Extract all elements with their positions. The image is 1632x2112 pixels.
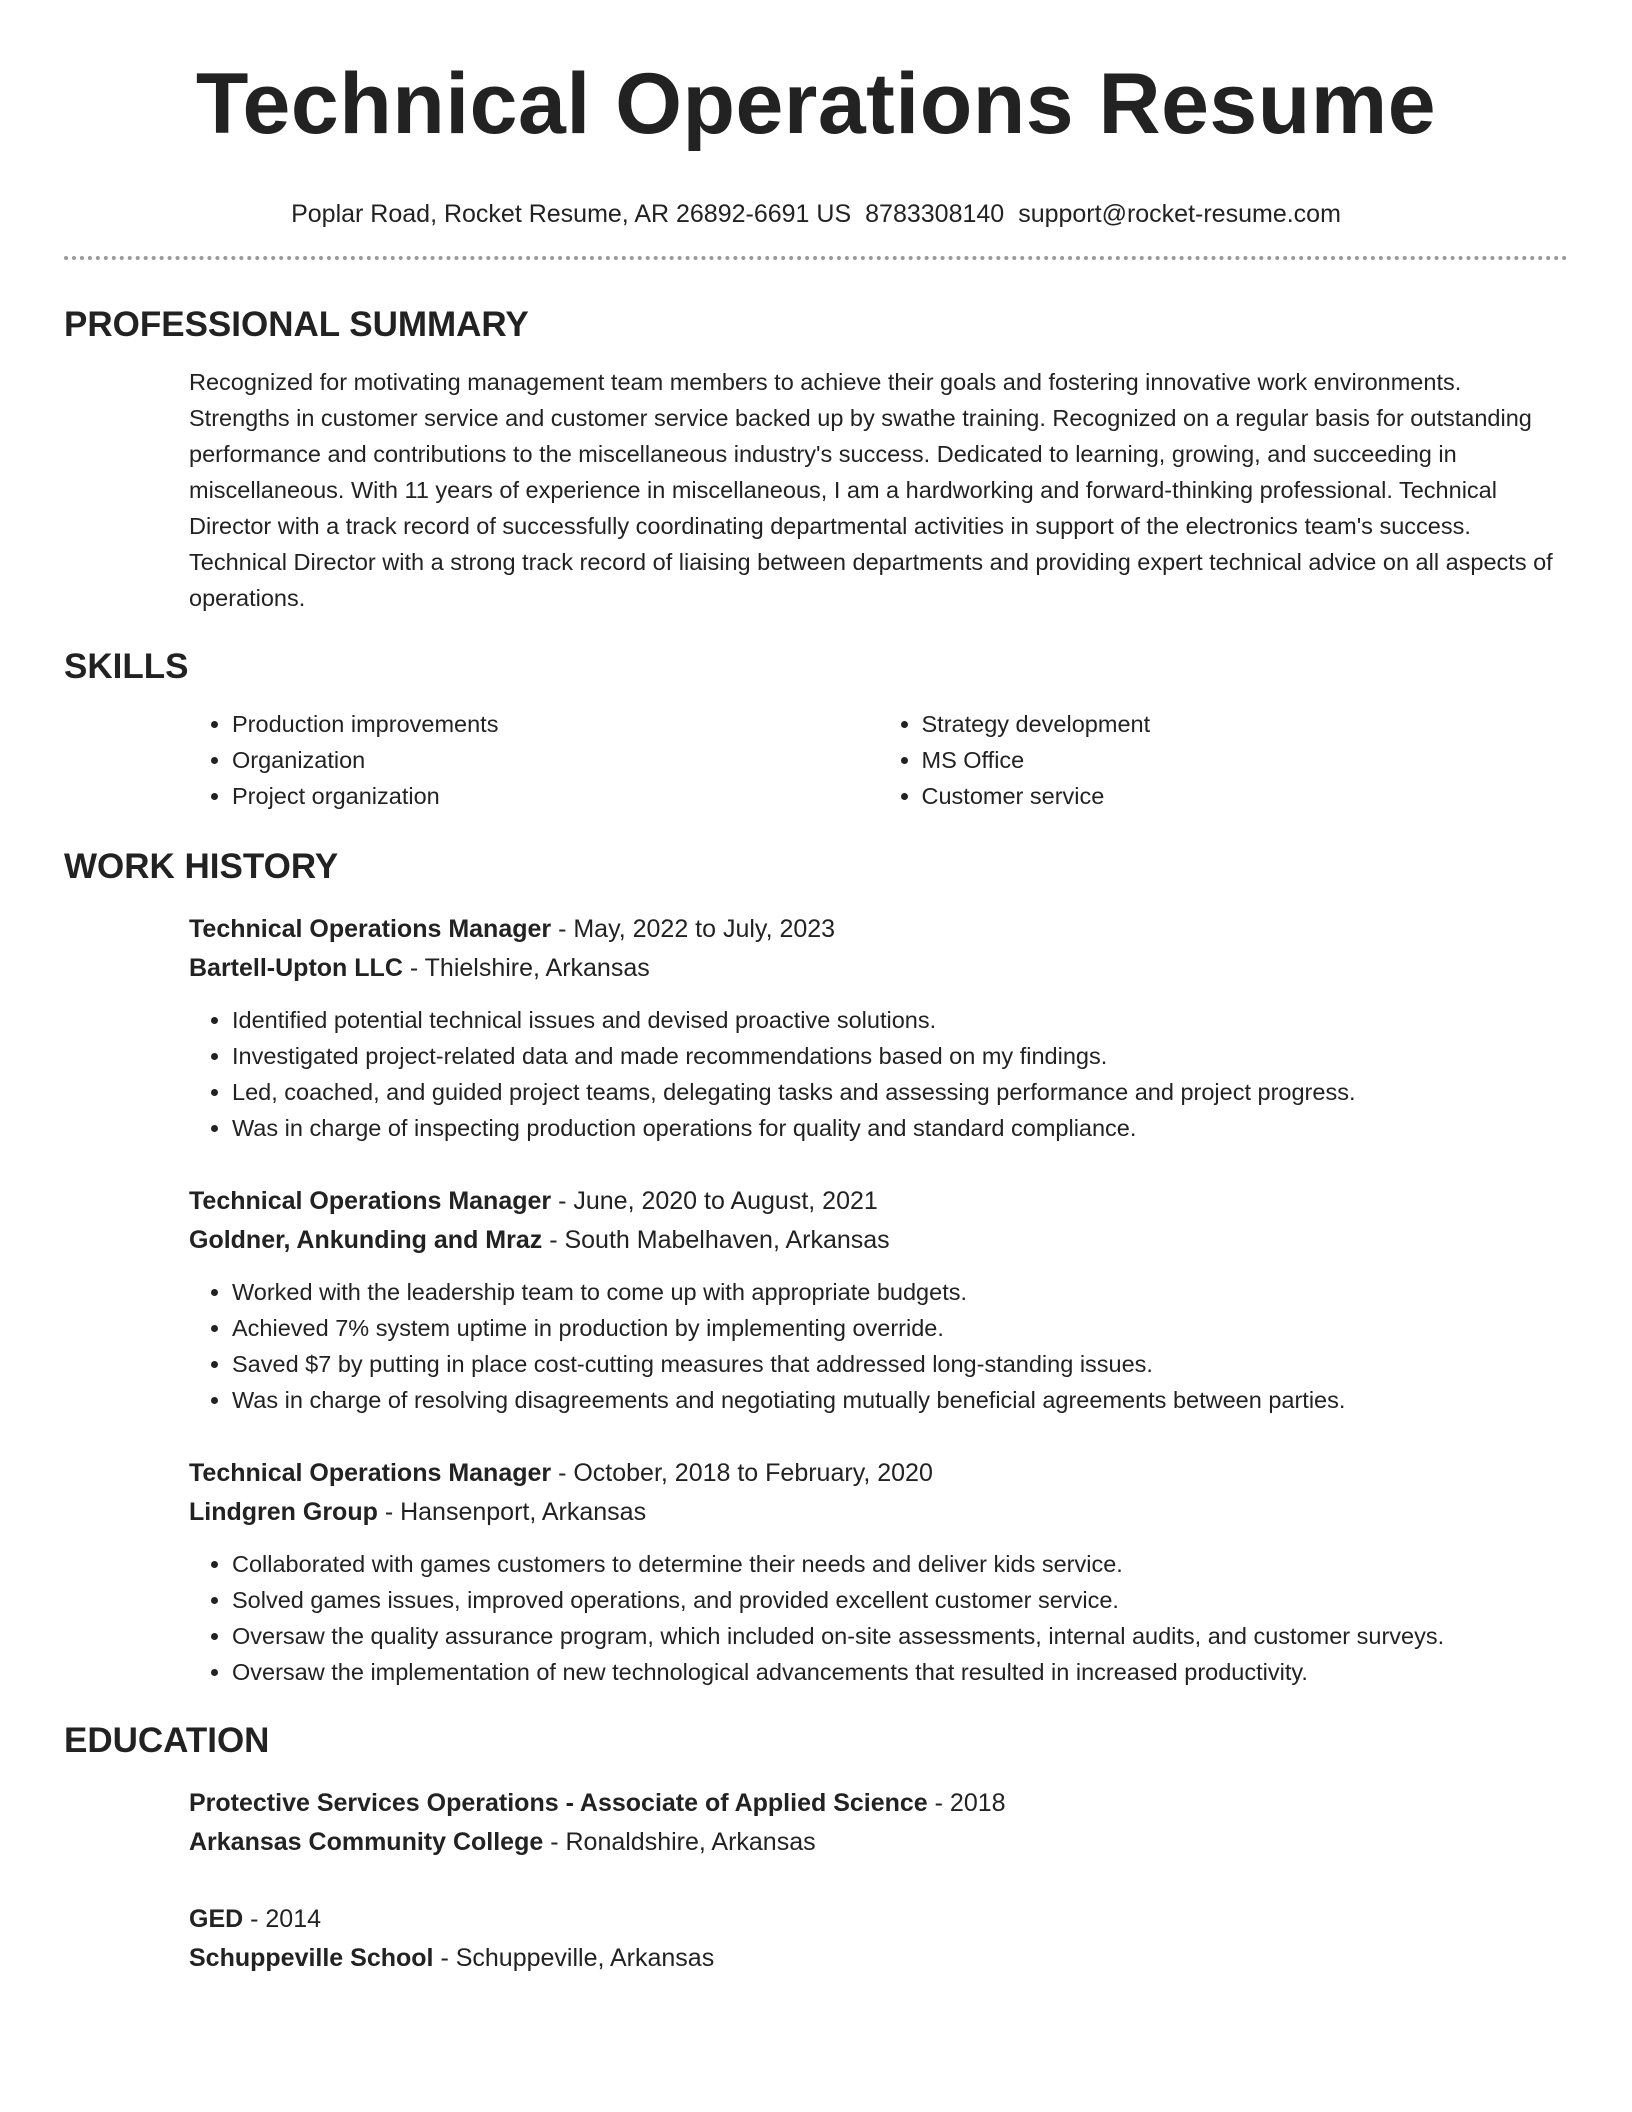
work-section bbox=[64, 846, 1568, 1690]
skill-item: • Strategy development bbox=[922, 706, 1569, 742]
job-bullet: • Saved $7 by putting in place cost-cutting measures that addressed long-standing issues. bbox=[232, 1346, 1568, 1382]
skill-item: • Production improvements bbox=[232, 706, 879, 742]
job-company: Goldner, Ankunding and Mraz bbox=[189, 1226, 543, 1254]
job-bullets bbox=[189, 1002, 1568, 1146]
education-year: - 2018 bbox=[927, 1789, 1006, 1817]
education-entry bbox=[189, 1784, 1568, 1862]
job-bullet: • Achieved 7% system uptime in production by implementing override. bbox=[232, 1310, 1568, 1346]
skill-item: • Organization bbox=[232, 742, 879, 778]
job-bullet: • Oversaw the implementation of new technological advancements that resulted in increased productivity. bbox=[232, 1654, 1568, 1690]
education-heading: EDUCATION bbox=[64, 1721, 270, 1760]
job-company-line bbox=[189, 1221, 1568, 1260]
job-location: - Hansenport, Arkansas bbox=[377, 1498, 647, 1526]
job-bullet: • Solved games issues, improved operations, and provided excellent customer service. bbox=[232, 1582, 1568, 1618]
job-location: - South Mabelhaven, Arkansas bbox=[542, 1226, 890, 1254]
summary-text: Recognized for motivating management team members to achieve their goals and fostering innovative work environments. Strengths in customer service and customer service backed up by swathe training. Recognized on a regular basis for outstanding performance and contributions to the miscellaneous industry's success. Dedicated to learning, growing, and succeeding in miscellaneous. With 11 years of experience in miscellaneous, I am a hardworking and forward-thinking professional. Technical Director with a track record of successfully coordinating departmental activities in support of the electronics team's success. Technical Director with a strong track record of liaising between departments and providing expert technical advice on all aspects of operations. bbox=[189, 369, 1553, 611]
job-title-line bbox=[189, 1454, 1568, 1493]
contact-phone: 8783308140 bbox=[865, 200, 1005, 228]
skill-item: • MS Office bbox=[922, 742, 1569, 778]
education-degree: Protective Services Operations - Associate of Applied Science bbox=[189, 1789, 928, 1817]
education-degree: GED bbox=[189, 1905, 244, 1933]
job-bullet: • Was in charge of inspecting production operations for quality and standard compliance. bbox=[232, 1110, 1568, 1146]
education-location: - Schuppeville, Arkansas bbox=[433, 1944, 715, 1972]
job-bullet: • Oversaw the quality assurance program, which included on-site assessments, internal audits, and customer surveys. bbox=[232, 1618, 1568, 1654]
job-bullet: • Collaborated with games customers to determine their needs and deliver kids service. bbox=[232, 1546, 1568, 1582]
contact-email: support@rocket-resume.com bbox=[1018, 200, 1341, 228]
header-divider bbox=[64, 256, 1568, 260]
work-heading: WORK HISTORY bbox=[64, 847, 339, 886]
education-section bbox=[64, 1720, 1568, 1978]
job-bullet: • Worked with the leadership team to come up with appropriate budgets. bbox=[232, 1274, 1568, 1310]
education-school-line bbox=[189, 1939, 1568, 1978]
job-entry bbox=[189, 910, 1568, 1146]
job-bullet: • Investigated project-related data and made recommendations based on my findings. bbox=[232, 1038, 1568, 1074]
job-company: Bartell-Upton LLC bbox=[189, 954, 403, 982]
education-school: Arkansas Community College bbox=[189, 1828, 544, 1856]
education-degree-line bbox=[189, 1784, 1568, 1823]
job-entry bbox=[189, 1454, 1568, 1690]
skills-grid bbox=[189, 706, 1568, 814]
skills-list-left bbox=[189, 706, 879, 814]
education-school-line bbox=[189, 1823, 1568, 1862]
job-company: Lindgren Group bbox=[189, 1498, 378, 1526]
job-title-line bbox=[189, 1182, 1568, 1221]
job-location: - Thielshire, Arkansas bbox=[402, 954, 650, 982]
job-bullets bbox=[189, 1546, 1568, 1690]
job-company-line bbox=[189, 949, 1568, 988]
resume-header bbox=[64, 0, 1568, 260]
skills-heading: SKILLS bbox=[64, 647, 189, 686]
job-role: Technical Operations Manager bbox=[189, 1187, 552, 1215]
job-entry bbox=[189, 1182, 1568, 1418]
skills-section bbox=[64, 646, 1568, 814]
contact-address: Poplar Road, Rocket Resume, AR 26892-6691 US bbox=[291, 200, 852, 228]
education-degree-line bbox=[189, 1900, 1568, 1939]
education-school: Schuppeville School bbox=[189, 1944, 434, 1972]
job-bullet: • Identified potential technical issues and devised proactive solutions. bbox=[232, 1002, 1568, 1038]
summary-section bbox=[64, 304, 1568, 616]
job-company-line bbox=[189, 1493, 1568, 1532]
skills-list-right bbox=[879, 706, 1569, 814]
job-dates: - May, 2022 to July, 2023 bbox=[551, 915, 836, 943]
job-dates: - June, 2020 to August, 2021 bbox=[551, 1187, 878, 1215]
education-year: - 2014 bbox=[243, 1905, 322, 1933]
job-bullet: • Was in charge of resolving disagreements and negotiating mutually beneficial agreements between parties. bbox=[232, 1382, 1568, 1418]
contact-line bbox=[64, 198, 1568, 230]
skill-item: • Project organization bbox=[232, 778, 879, 814]
job-bullets bbox=[189, 1274, 1568, 1418]
education-location: - Ronaldshire, Arkansas bbox=[543, 1828, 816, 1856]
education-entry bbox=[189, 1900, 1568, 1978]
job-role: Technical Operations Manager bbox=[189, 1459, 552, 1487]
job-bullet: • Led, coached, and guided project teams, delegating tasks and assessing performance and project progress. bbox=[232, 1074, 1568, 1110]
job-dates: - October, 2018 to February, 2020 bbox=[551, 1459, 933, 1487]
resume-title: Technical Operations Resume bbox=[195, 56, 1437, 152]
summary-heading: PROFESSIONAL SUMMARY bbox=[64, 305, 529, 344]
job-title-line bbox=[189, 910, 1568, 949]
skill-item: • Customer service bbox=[922, 778, 1569, 814]
job-role: Technical Operations Manager bbox=[189, 915, 552, 943]
